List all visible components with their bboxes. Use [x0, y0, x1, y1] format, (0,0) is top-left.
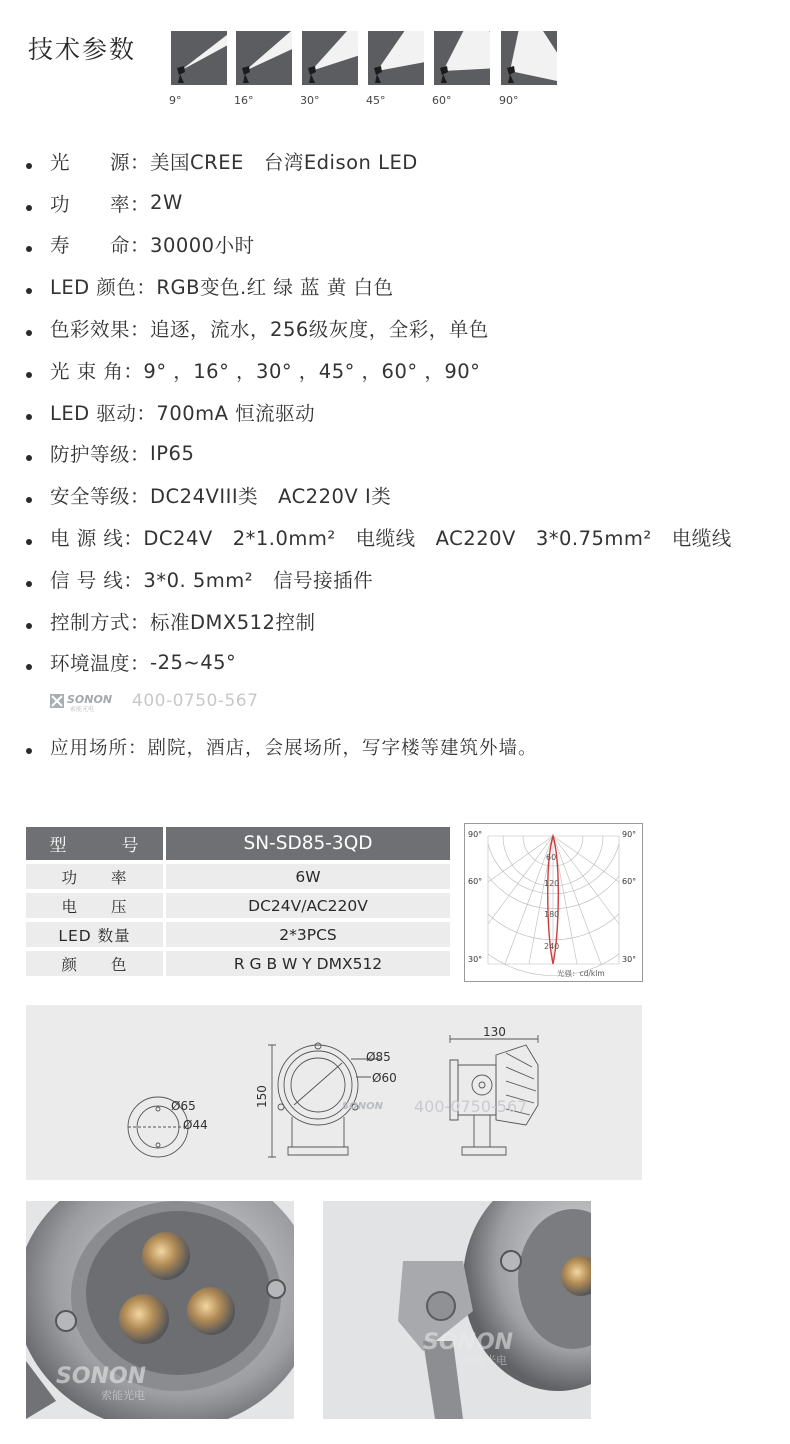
- watermark-logo-text: SONON: [342, 1101, 383, 1112]
- venue-item: [24, 730, 538, 764]
- model-key: 型 号: [26, 827, 166, 860]
- dimension-label: Ø60: [372, 1071, 397, 1085]
- logo-subtext: 索能光电: [70, 706, 95, 712]
- spec-value: -25~45°: [150, 650, 237, 674]
- table-value: 6W: [166, 864, 450, 889]
- bullet-icon: [26, 539, 32, 545]
- spec-key: 功 率: [50, 192, 131, 216]
- spec-value: 3*0. 5mm² 信号接插件: [143, 568, 374, 592]
- spec-colon: ：: [130, 610, 151, 634]
- product-spec-table: [26, 823, 450, 980]
- beam-angle-icon: [501, 31, 557, 85]
- spec-key: 寿 命: [50, 234, 131, 258]
- bullet-icon: [26, 664, 32, 670]
- bullet-icon: [26, 163, 32, 169]
- spec-value: 2W: [150, 191, 183, 215]
- spec-item: [24, 307, 784, 349]
- logo-text: SONON: [67, 693, 113, 706]
- table-value: R G B W Y DMX512: [166, 951, 450, 976]
- table-row: [26, 951, 450, 976]
- spec-value: 追逐，流水，256级灰度，全彩，单色: [150, 318, 489, 342]
- spec-colon: ：: [130, 485, 151, 509]
- light-distribution-chart: [464, 823, 643, 982]
- spec-key: 色彩效果: [50, 318, 131, 342]
- bullet-icon: [26, 205, 32, 211]
- angle-label: 30°: [622, 955, 637, 964]
- spec-colon: ：: [130, 443, 151, 467]
- spec-colon: ：: [123, 527, 144, 551]
- beam-angle-icon: [236, 31, 292, 85]
- dimension-label: 130: [483, 1025, 506, 1039]
- bullet-icon: [26, 581, 32, 587]
- spec-key: 光 源: [50, 150, 131, 174]
- spec-item: [24, 474, 784, 516]
- dimension-label: Ø65: [171, 1099, 196, 1113]
- dimension-svg: [26, 1005, 642, 1180]
- spec-colon: ：: [130, 652, 151, 676]
- photo-watermark-subtext: 索能光电: [101, 1389, 145, 1402]
- bullet-icon: [26, 330, 32, 336]
- watermark: [50, 690, 258, 712]
- beam-angle-label: 90°: [499, 94, 519, 107]
- ring-label: 60: [546, 853, 557, 862]
- beam-angle-label: 45°: [366, 94, 386, 107]
- table-row: [26, 922, 450, 947]
- spec-value: 9° ，16° ，30° ，45° ，60° ，90°: [143, 359, 481, 383]
- chart-caption: 光强：cd/klm: [557, 969, 605, 978]
- spec-colon: ：: [130, 150, 151, 174]
- spec-item: [24, 600, 784, 642]
- dimension-drawing: [26, 1005, 642, 1180]
- bullet-icon: [26, 372, 32, 378]
- bullet-icon: [26, 414, 32, 420]
- product-photo-side: [323, 1201, 591, 1419]
- dimension-label: 150: [255, 1085, 269, 1108]
- spec-key: 安全等级: [50, 485, 131, 509]
- spec-item: [24, 140, 784, 182]
- beam-angle-icon: [434, 31, 490, 85]
- spec-item: [24, 516, 784, 558]
- beam-angle-label: 30°: [300, 94, 320, 107]
- spec-value: 30000小时: [150, 234, 255, 258]
- dimension-label: Ø44: [183, 1118, 208, 1132]
- spec-key: 电 源 线: [50, 527, 124, 551]
- angle-label: 60°: [468, 877, 483, 886]
- photo-watermark-text: SONON: [56, 1364, 147, 1389]
- spec-colon: ：: [136, 276, 157, 300]
- spec-item: [24, 349, 784, 391]
- table-header-row: [26, 827, 450, 860]
- ring-label: 180: [544, 910, 560, 919]
- spec-colon: ：: [130, 192, 151, 216]
- sonon-logo: [50, 690, 120, 712]
- section-title: 技术参数: [28, 35, 137, 64]
- spec-key: LED 颜色: [50, 276, 137, 300]
- bullet-icon: [26, 246, 32, 252]
- spec-item: [24, 642, 784, 684]
- spec-value: 标准DMX512控制: [150, 610, 316, 634]
- venue-key: 应用场所: [50, 738, 129, 759]
- bullet-icon: [26, 288, 32, 294]
- spec-colon: ：: [136, 401, 157, 425]
- spec-value: RGB变色.红 绿 蓝 黄 白色: [156, 276, 394, 300]
- photo-svg: [323, 1201, 591, 1419]
- side-view-drawing: [450, 1035, 538, 1155]
- bullet-icon: [26, 497, 32, 503]
- beam-angle-label: 9°: [169, 94, 182, 107]
- table-value: 2*3PCS: [166, 922, 450, 947]
- spec-key: LED 驱动: [50, 401, 137, 425]
- bullet-icon: [26, 455, 32, 461]
- dimension-label: Ø85: [366, 1050, 391, 1064]
- bullet-icon: [26, 748, 32, 754]
- venue-value: 剧院，酒店，会展场所，写字楼等建筑外墙。: [147, 738, 538, 759]
- spec-value: DC24VIII类 AC220V I类: [150, 485, 392, 509]
- spec-colon: ：: [130, 234, 151, 258]
- photo-watermark-text: SONON: [423, 1330, 514, 1355]
- angle-label: 90°: [468, 830, 483, 839]
- spec-item: [24, 182, 784, 224]
- spec-key: 光 束 角: [50, 359, 124, 383]
- beam-angle-icon: [171, 31, 227, 85]
- table-row: [26, 893, 450, 918]
- spec-colon: ：: [123, 568, 144, 592]
- angle-label: 60°: [622, 877, 637, 886]
- spec-key: 控制方式: [50, 610, 131, 634]
- venue-colon: ：: [128, 738, 148, 759]
- spec-list: [24, 140, 784, 683]
- spec-item: [24, 558, 784, 600]
- table-key: 功 率: [26, 864, 166, 889]
- spec-item: [24, 391, 784, 433]
- spec-key: 防护等级: [50, 443, 131, 467]
- spec-colon: ：: [130, 318, 151, 342]
- spec-item: [24, 265, 784, 307]
- beam-angle-icon: [302, 31, 358, 85]
- spec-value: DC24V 2*1.0mm² 电缆线 AC220V 3*0.75mm² 电缆线: [143, 527, 732, 551]
- product-photo-front: [26, 1201, 294, 1419]
- angle-label: 30°: [468, 955, 483, 964]
- front-view-drawing: [268, 1043, 381, 1157]
- spec-colon: ：: [123, 359, 144, 383]
- table-key: 电 压: [26, 893, 166, 918]
- bullet-icon: [26, 623, 32, 629]
- beam-angle-label: 60°: [432, 94, 452, 107]
- spec-item: [24, 224, 784, 266]
- spec-value: IP65: [150, 441, 195, 465]
- spec-key: 信 号 线: [50, 568, 124, 592]
- spec-value: 700mA 恒流驱动: [156, 401, 316, 425]
- beam-angle-label: 16°: [234, 94, 254, 107]
- watermark-phone: 400-0750-567: [132, 691, 259, 711]
- angle-label: 90°: [622, 830, 637, 839]
- ring-label: 240: [544, 942, 560, 951]
- watermark-phone: 400-0750-567: [414, 1097, 528, 1116]
- photo-watermark-subtext: 索能光电: [463, 1354, 507, 1367]
- spec-value: 美国CREE 台湾Edison LED: [150, 150, 418, 174]
- ring-label: 120: [544, 879, 560, 888]
- spec-key: 环境温度: [50, 652, 131, 676]
- photo-svg: [26, 1201, 294, 1419]
- table-key: LED 数量: [26, 922, 166, 947]
- spec-item: [24, 433, 784, 475]
- table-row: [26, 864, 450, 889]
- beam-angle-icon: [368, 31, 424, 85]
- model-value: SN-SD85-3QD: [166, 827, 450, 860]
- polar-diagram: [465, 824, 642, 981]
- table-value: DC24V/AC220V: [166, 893, 450, 918]
- table-key: 颜 色: [26, 951, 166, 976]
